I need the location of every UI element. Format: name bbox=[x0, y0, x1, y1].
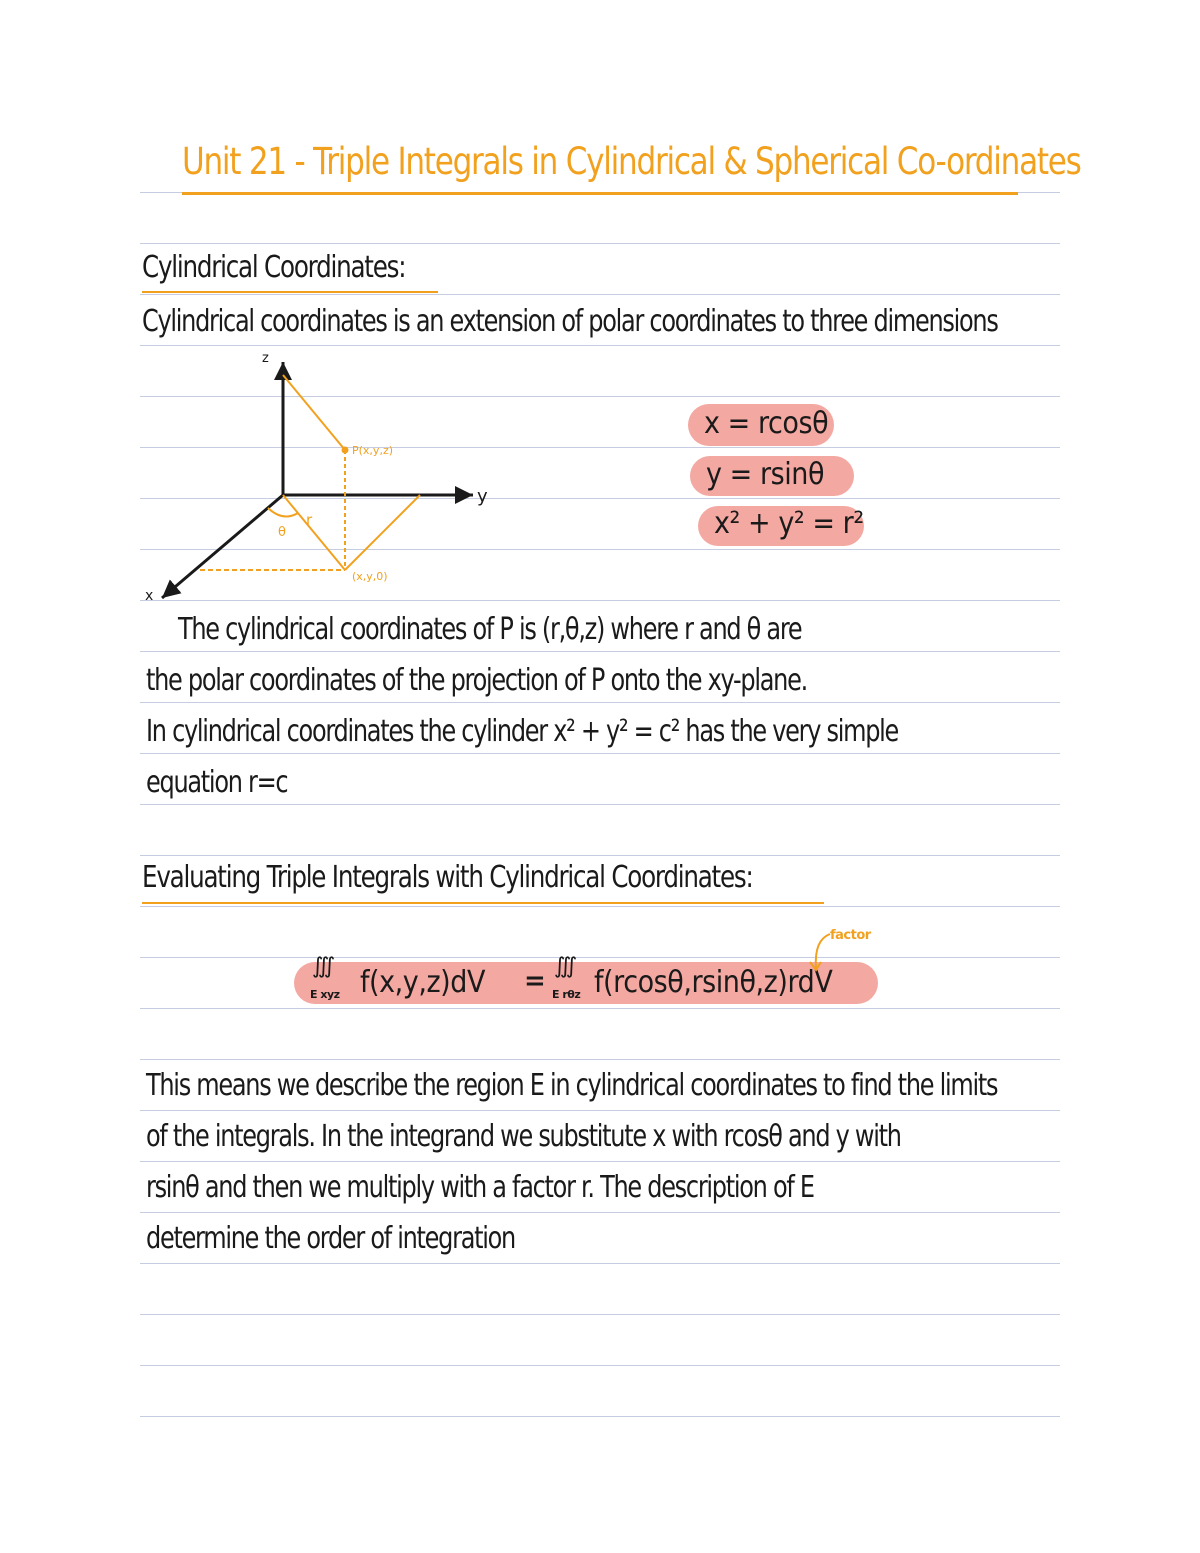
z-axis-label: z bbox=[262, 351, 269, 366]
paragraph-line: determine the order of integration bbox=[146, 1221, 515, 1256]
r-line bbox=[283, 495, 345, 570]
x-axis-label: x bbox=[145, 588, 154, 604]
ruled-line bbox=[140, 1416, 1060, 1417]
ruled-line bbox=[140, 651, 1060, 652]
theta-arc bbox=[268, 508, 298, 517]
ruled-line bbox=[140, 1365, 1060, 1366]
equals-sign: = bbox=[524, 966, 546, 996]
rhs-integral-sign: ∭ bbox=[554, 954, 577, 979]
ruled-line bbox=[140, 1314, 1060, 1315]
paragraph-line: the polar coordinates of the projection of P onto the xy-plane. bbox=[146, 663, 807, 698]
x-axis bbox=[162, 495, 283, 598]
factor-annotation: factor bbox=[830, 928, 871, 943]
ruled-line bbox=[140, 804, 1060, 805]
title-underline bbox=[182, 192, 1018, 195]
ruled-line bbox=[140, 957, 1060, 958]
formula-x: x = rcosθ bbox=[704, 406, 829, 441]
section-heading-evaluating: Evaluating Triple Integrals with Cylindrical Coordinates: bbox=[142, 860, 753, 895]
rhs-integrand: f(rcosθ,rsinθ,z)rdV bbox=[594, 965, 833, 1000]
formula-xy: x² + y² = r² bbox=[714, 506, 864, 541]
projection-to-y-line bbox=[345, 495, 420, 570]
theta-label: θ bbox=[278, 525, 286, 540]
ruled-line bbox=[140, 243, 1060, 244]
r-label: r bbox=[306, 511, 313, 529]
lhs-integral-subscript: E xyz bbox=[310, 988, 340, 1001]
y-axis-label: y bbox=[477, 486, 488, 507]
ruled-line bbox=[140, 1008, 1060, 1009]
paragraph-line: The cylindrical coordinates of P is (r,θ,z) where r and θ are bbox=[178, 612, 802, 647]
ruled-line bbox=[140, 702, 1060, 703]
page-title: Unit 21 - Triple Integrals in Cylindrical & Spherical Co-ordinates bbox=[182, 140, 1081, 183]
point-p-label: P(x,y,z) bbox=[352, 444, 394, 457]
point-p-dot bbox=[342, 447, 349, 454]
ruled-line bbox=[140, 1212, 1060, 1213]
formula-y: y = rsinθ bbox=[706, 457, 825, 492]
ruled-line bbox=[140, 1110, 1060, 1111]
paragraph-line: This means we describe the region E in cylindrical coordinates to find the limits bbox=[146, 1068, 998, 1103]
ruled-line bbox=[140, 1059, 1060, 1060]
projection-label: (x,y,0) bbox=[352, 570, 388, 583]
intro-text: Cylindrical coordinates is an extension of polar coordinates to three dimensions bbox=[142, 304, 998, 339]
cylindrical-coordinates-diagram bbox=[140, 350, 640, 610]
lhs-integrand: f(x,y,z)dV bbox=[360, 965, 485, 1000]
lhs-integral-sign: ∭ bbox=[312, 954, 335, 979]
rhs-integral-subscript: E rθz bbox=[552, 988, 581, 1001]
ruled-line bbox=[140, 855, 1060, 856]
heading-underline bbox=[142, 902, 824, 904]
ruled-line bbox=[140, 294, 1060, 295]
heading-underline bbox=[142, 291, 438, 293]
paragraph-line: In cylindrical coordinates the cylinder x² + y² = c² has the very simple bbox=[146, 714, 899, 749]
section-heading-cylindrical: Cylindrical Coordinates: bbox=[142, 250, 406, 285]
paragraph-line: of the integrals. In the integrand we substitute x with rcosθ and y with bbox=[146, 1119, 901, 1154]
ruled-line bbox=[140, 906, 1060, 907]
ruled-line bbox=[140, 1161, 1060, 1162]
ruled-line bbox=[140, 1263, 1060, 1264]
paragraph-line: rsinθ and then we multiply with a factor r. The description of E bbox=[146, 1170, 814, 1205]
paragraph-line: equation r=c bbox=[146, 765, 288, 800]
ruled-line bbox=[140, 345, 1060, 346]
ruled-line bbox=[140, 753, 1060, 754]
z-to-point-line bbox=[283, 375, 345, 450]
